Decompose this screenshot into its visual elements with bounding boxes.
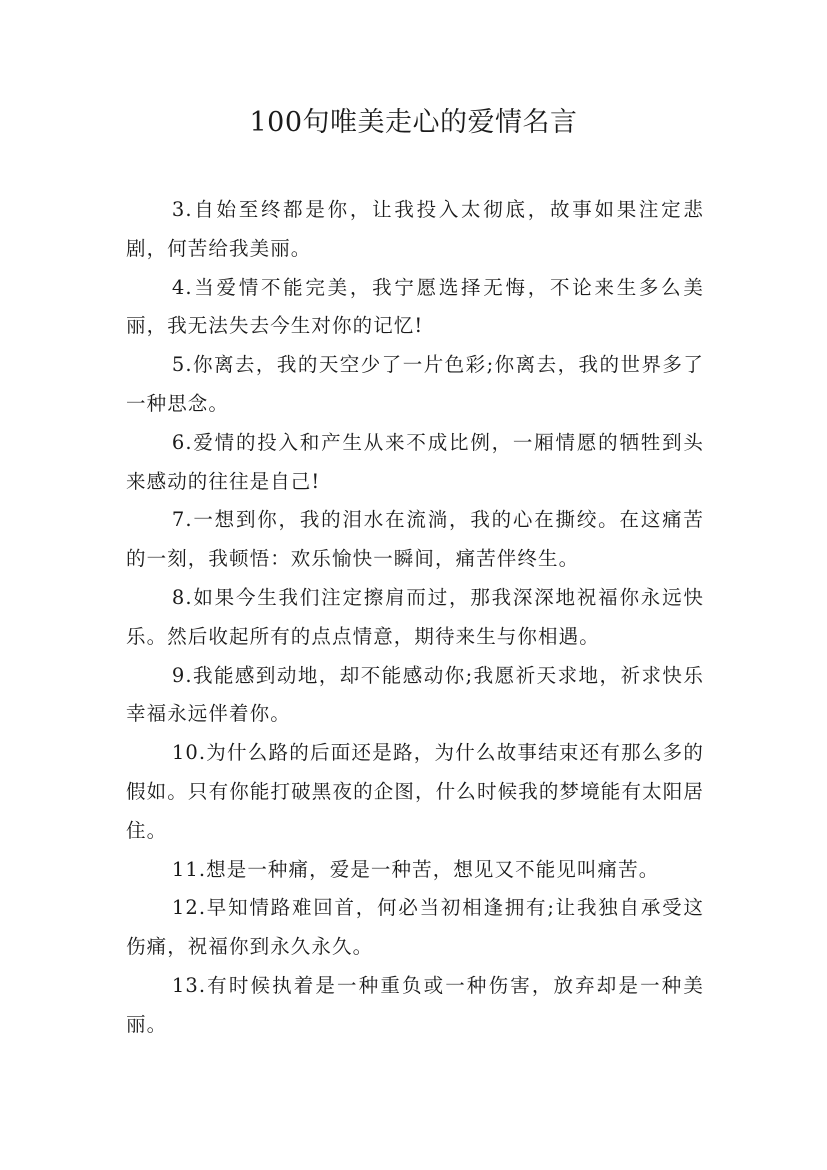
quote-paragraph: 10.为什么路的后面还是路，为什么故事结束还有那么多的假如。只有你能打破黑夜的企图，什么时候我的梦境能有太阳居住。 (126, 741, 704, 842)
quote-paragraph: 3.自始至终都是你，让我投入太彻底，故事如果注定悲剧，何苦给我美丽。 (126, 198, 704, 260)
quote-paragraph: 7.一想到你，我的泪水在流淌，我的心在撕绞。在这痛苦的一刻，我顿悟：欢乐愉快一瞬间，痛苦伴终生。 (126, 508, 704, 571)
quote-paragraph: 4.当爱情不能完美，我宁愿选择无悔，不论来生多么美丽，我无法失去今生对你的记忆! (126, 275, 704, 338)
quote-paragraph: 9.我能感到动地，却不能感动你;我愿祈天求地，祈求快乐幸福永远伴着你。 (126, 663, 704, 726)
quote-paragraph: 5.你离去，我的天空少了一片色彩;你离去，我的世界多了一种思念。 (126, 353, 704, 415)
quote-paragraph: 8.如果今生我们注定擦肩而过，那我深深地祝福你永远快乐。然后收起所有的点点情意，期待来生与你相遇。 (126, 585, 704, 648)
quote-paragraph: 12.早知情路难回首，何必当初相逢拥有;让我独自承受这伤痛，祝福你到永久永久。 (126, 896, 704, 959)
document-body (126, 191, 704, 1045)
quote-paragraph: 11.想是一种痛，爱是一种苦，想见又不能见叫痛苦。 (171, 857, 660, 881)
quote-paragraph: 13.有时候执着是一种重负或一种伤害，放弃却是一种美丽。 (126, 973, 704, 1036)
document-title: 100句唯美走心的爱情名言 (249, 107, 578, 138)
quote-paragraph: 6.爱情的投入和产生从来不成比例，一厢情愿的牺牲到头来感动的往往是自己! (126, 430, 704, 493)
